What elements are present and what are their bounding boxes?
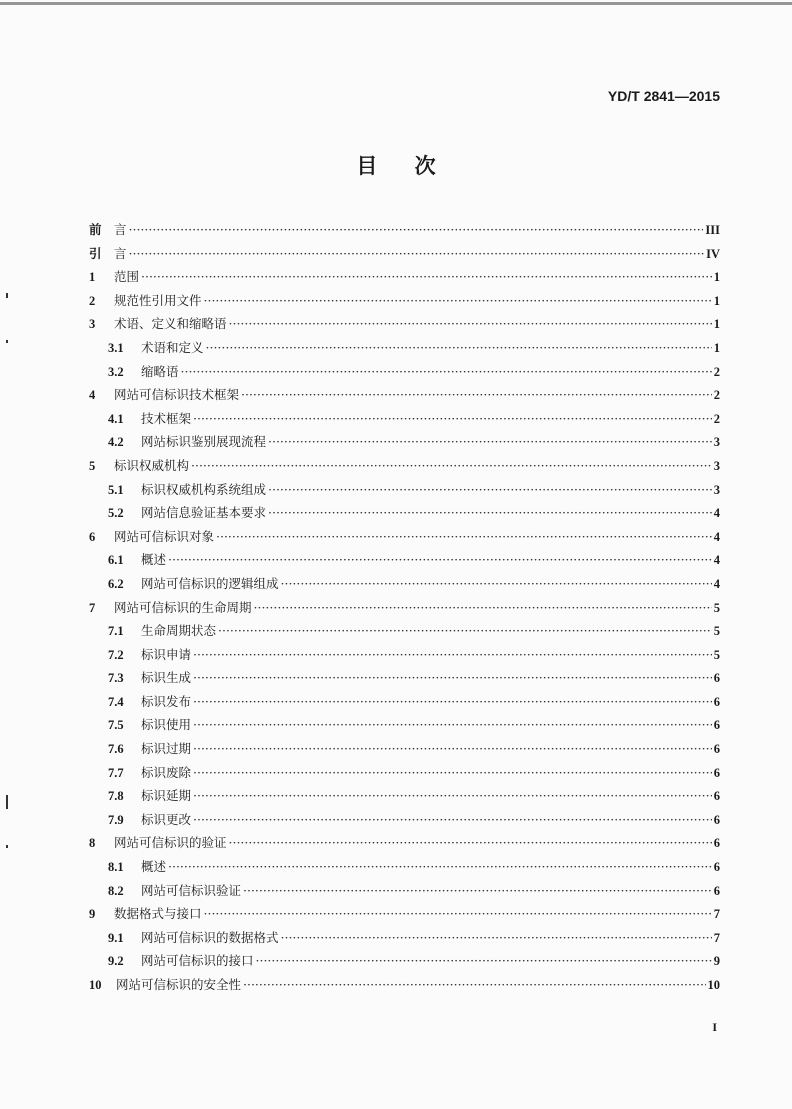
- toc-entry-label: 范围: [114, 269, 140, 285]
- toc-entry-number: 7.8: [108, 789, 124, 804]
- toc-entry[interactable]: [89, 527, 720, 551]
- toc-entry-label: 标识更改: [141, 811, 192, 827]
- toc-leader-dots: [193, 411, 712, 426]
- toc-entry[interactable]: [89, 220, 720, 244]
- toc-entry-label: 网站可信标识的数据格式: [141, 929, 279, 945]
- toc-leader-dots: [256, 953, 712, 968]
- toc-entry-number: 7.6: [108, 742, 124, 757]
- toc-entry-number: 2: [89, 293, 96, 308]
- toc-entry[interactable]: [89, 432, 720, 456]
- toc-leader-dots: [168, 859, 712, 874]
- toc-leader-dots: [268, 505, 712, 520]
- toc-entry-page: 6: [713, 836, 720, 851]
- toc-entry-number: 6: [89, 529, 96, 544]
- toc-entry-number: 7.5: [108, 718, 124, 733]
- toc-entry-page: 3: [713, 458, 720, 473]
- toc-leader-dots: [216, 529, 712, 544]
- toc-entry-page: 6: [713, 765, 720, 780]
- toc-entry-page: 1: [713, 293, 720, 308]
- toc-entry-label: 标识过期: [141, 741, 192, 757]
- toc-entry[interactable]: [89, 904, 720, 928]
- toc-leader-dots: [181, 364, 712, 379]
- toc-entry-page: 1: [713, 270, 720, 285]
- toc-entry[interactable]: [89, 645, 720, 669]
- toc-leader-dots: [193, 741, 712, 756]
- toc-entry-page: 10: [707, 978, 720, 992]
- toc-leader-dots: [243, 883, 712, 898]
- toc-entry-label: 标识权威机构: [114, 457, 190, 473]
- toc-entry[interactable]: [89, 810, 720, 834]
- toc-entry[interactable]: [89, 574, 720, 598]
- toc-leader-dots: [281, 576, 712, 591]
- toc-entry[interactable]: [89, 951, 720, 975]
- toc-entry-page: 3: [713, 435, 720, 450]
- toc-entry-page: 5: [713, 600, 720, 615]
- toc-entry-number: 4.2: [108, 435, 124, 450]
- toc-entry-label: 网站可信标识对象: [114, 528, 215, 544]
- toc-entry[interactable]: [89, 314, 720, 338]
- toc-entry-page: IV: [706, 246, 720, 261]
- toc-leader-dots: [168, 552, 712, 567]
- toc-entry-label: 标识发布: [141, 693, 192, 709]
- toc-entry-number: 7.1: [108, 624, 124, 639]
- toc-entry-number: 3.2: [108, 364, 124, 379]
- toc-entry-label: 概述: [141, 859, 167, 875]
- toc-entry-number: 1: [89, 270, 96, 285]
- toc-entry-number: 9.2: [108, 954, 124, 969]
- toc-entry-label: 数据格式与接口: [114, 906, 202, 922]
- toc-entry-number: 9: [89, 907, 96, 922]
- toc-entry[interactable]: [89, 786, 720, 810]
- toc-entry-label: 网站可信标识的安全性: [116, 977, 242, 992]
- toc-entry-label: 网站可信标识技术框架: [114, 387, 240, 403]
- toc-entry[interactable]: [89, 267, 720, 291]
- toc-entry[interactable]: [89, 833, 720, 857]
- toc-entry-page: 4: [713, 576, 720, 591]
- toc-entry-page: 5: [713, 624, 720, 639]
- toc-entry-page: 4: [713, 506, 720, 521]
- toc-leader-dots: [129, 222, 704, 237]
- toc-entry-page: 5: [713, 647, 720, 662]
- toc-entry-label: 网站信息验证基本要求: [141, 505, 267, 521]
- toc-entry-label: 标识生成: [141, 670, 192, 686]
- toc-entry-page: 6: [713, 671, 720, 686]
- toc-entry-label: 生命周期状态: [141, 623, 217, 639]
- toc-entry[interactable]: [89, 550, 720, 574]
- toc-entry-number: 5: [89, 458, 96, 473]
- toc-entry-number: 8.2: [108, 883, 124, 898]
- toc-leader-dots: [229, 835, 712, 850]
- toc-entry-number: 8: [89, 836, 96, 851]
- toc-leader-dots: [141, 269, 712, 284]
- toc-entry-label: 技术框架: [141, 410, 192, 426]
- toc-entry-page: 6: [713, 812, 720, 827]
- toc-entry-label: 概述: [141, 552, 167, 568]
- toc-entry-label: 标识废除: [141, 764, 192, 780]
- toc-leader-dots: [204, 293, 712, 308]
- scan-mark: [6, 795, 8, 809]
- toc-entry-label: 标识申请: [141, 646, 192, 662]
- toc-entry[interactable]: [89, 456, 720, 480]
- toc-entry-page: 2: [713, 388, 720, 403]
- toc-entry-number: 7.4: [108, 694, 124, 709]
- page-number: I: [712, 1020, 717, 1034]
- toc-entry[interactable]: [89, 975, 720, 999]
- toc-entry-page: 2: [713, 411, 720, 426]
- toc-entry-page: 6: [713, 789, 720, 804]
- toc-entry-page: 1: [713, 317, 720, 332]
- toc-entry[interactable]: [89, 928, 720, 952]
- toc-entry-page: 6: [713, 860, 720, 875]
- toc-entry-number: 8.1: [108, 860, 124, 875]
- toc-entry-number: 7.7: [108, 765, 124, 780]
- toc-entry[interactable]: [89, 692, 720, 716]
- toc-entry-page: 1: [713, 340, 720, 355]
- toc-entry-page: 7: [713, 930, 720, 945]
- toc-entry[interactable]: [89, 385, 720, 409]
- toc-entry[interactable]: [89, 480, 720, 504]
- toc-entry[interactable]: [89, 244, 720, 268]
- toc-leader-dots: [193, 694, 712, 709]
- table-of-contents: [89, 220, 720, 999]
- toc-entry-number: 6.1: [108, 553, 124, 568]
- toc-entry-page: III: [705, 223, 720, 237]
- toc-entry-label: 网站可信标识的接口: [141, 953, 254, 969]
- toc-entry[interactable]: [89, 362, 720, 386]
- toc-entry-label: 标识权威机构系统组成: [141, 481, 267, 497]
- toc-entry-number: 前: [89, 223, 102, 237]
- toc-leader-dots: [254, 600, 712, 615]
- toc-entry[interactable]: [89, 763, 720, 787]
- scan-top-edge: [0, 2, 792, 5]
- toc-leader-dots: [129, 246, 705, 261]
- toc-entry-page: 6: [713, 883, 720, 898]
- toc-leader-dots: [218, 623, 712, 638]
- scan-mark: [6, 293, 8, 298]
- toc-entry[interactable]: [89, 715, 720, 739]
- toc-entry-label: 术语、定义和缩略语: [114, 316, 227, 332]
- toc-entry-label: 言: [114, 222, 127, 237]
- toc-entry[interactable]: [89, 857, 720, 881]
- toc-entry[interactable]: [89, 503, 720, 527]
- toc-entry-page: 6: [713, 694, 720, 709]
- toc-entry[interactable]: [89, 409, 720, 433]
- toc-entry-label: 言: [114, 245, 127, 261]
- toc-entry[interactable]: [89, 598, 720, 622]
- toc-entry-number: 10: [89, 978, 102, 992]
- toc-leader-dots: [193, 765, 712, 780]
- toc-leader-dots: [206, 340, 712, 355]
- toc-leader-dots: [193, 812, 712, 827]
- toc-entry-number: 7: [89, 600, 96, 615]
- page-title: 目 次: [356, 153, 436, 178]
- toc-entry-page: 4: [713, 529, 720, 544]
- toc-entry[interactable]: [89, 621, 720, 645]
- scan-mark: [6, 340, 8, 343]
- toc-entry-number: 9.1: [108, 930, 124, 945]
- standard-number: YD/T 2841—2015: [607, 88, 720, 104]
- toc-entry-number: 6.2: [108, 576, 124, 591]
- toc-entry-label: 网站可信标识验证: [141, 882, 242, 898]
- toc-entry-number: 4.1: [108, 411, 124, 426]
- toc-entry-page: 2: [713, 364, 720, 379]
- toc-entry[interactable]: [89, 291, 720, 315]
- toc-leader-dots: [241, 387, 712, 402]
- toc-leader-dots: [243, 977, 705, 992]
- toc-leader-dots: [204, 906, 712, 921]
- toc-entry-page: 6: [713, 718, 720, 733]
- toc-leader-dots: [193, 717, 712, 732]
- toc-entry-number: 引: [89, 246, 102, 261]
- toc-entry-number: 4: [89, 388, 96, 403]
- toc-leader-dots: [268, 434, 712, 449]
- toc-entry-number: 3: [89, 317, 96, 332]
- toc-entry-label: 缩略语: [141, 363, 179, 379]
- toc-entry-number: 3.1: [108, 340, 124, 355]
- scan-mark: [6, 845, 8, 848]
- toc-entry-page: 4: [713, 553, 720, 568]
- toc-entry-number: 7.2: [108, 647, 124, 662]
- toc-entry[interactable]: [89, 668, 720, 692]
- toc-entry-label: 网站可信标识的生命周期: [114, 599, 252, 615]
- toc-leader-dots: [191, 458, 712, 473]
- toc-entry[interactable]: [89, 338, 720, 362]
- toc-leader-dots: [193, 670, 712, 685]
- toc-entry-page: 3: [713, 482, 720, 497]
- toc-entry[interactable]: [89, 739, 720, 763]
- toc-entry-label: 标识延期: [141, 788, 192, 804]
- toc-entry-label: 标识使用: [141, 717, 192, 733]
- toc-leader-dots: [193, 788, 712, 803]
- toc-entry-number: 5.2: [108, 506, 124, 521]
- toc-leader-dots: [281, 930, 712, 945]
- toc-entry-label: 网站可信标识的验证: [114, 835, 227, 851]
- toc-entry-label: 网站可信标识的逻辑组成: [141, 575, 279, 591]
- toc-entry-page: 9: [713, 954, 720, 969]
- toc-entry-label: 网站标识鉴别展现流程: [141, 434, 267, 450]
- toc-entry-number: 5.1: [108, 482, 124, 497]
- toc-entry[interactable]: [89, 881, 720, 905]
- toc-leader-dots: [268, 482, 712, 497]
- toc-entry-label: 规范性引用文件: [114, 292, 202, 308]
- toc-entry-number: 7.9: [108, 812, 124, 827]
- toc-entry-page: 7: [713, 907, 720, 922]
- toc-leader-dots: [229, 316, 712, 331]
- toc-entry-page: 6: [713, 742, 720, 757]
- toc-leader-dots: [193, 647, 712, 662]
- toc-entry-number: 7.3: [108, 671, 124, 686]
- toc-entry-label: 术语和定义: [141, 339, 204, 355]
